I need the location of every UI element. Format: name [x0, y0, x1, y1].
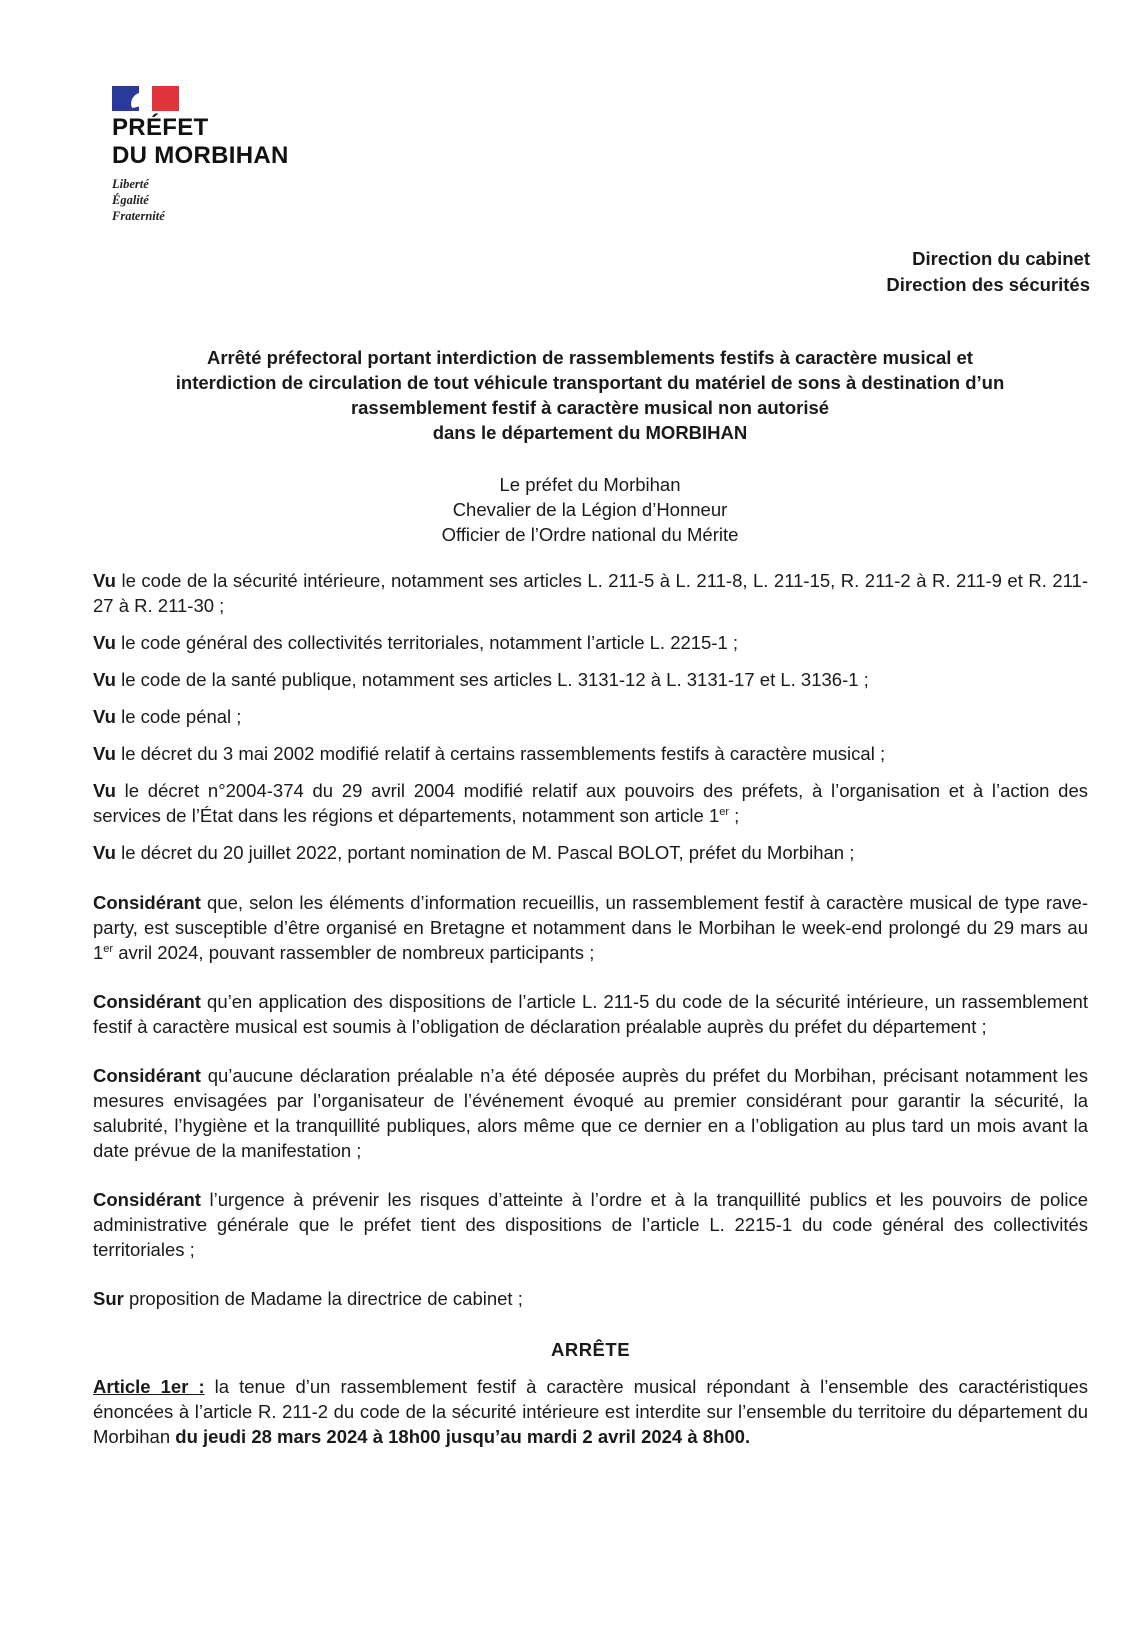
prefet-line1: Le préfet du Morbihan	[499, 474, 681, 495]
visa-text: le décret du 3 mai 2002 modifié relatif à certains rassemblements festifs à caractère musical ;	[115, 743, 886, 764]
arrete-heading: ARRÊTE	[550, 1339, 631, 1360]
title-line2: interdiction de circulation de tout véhicule transportant du matériel de sons à destination d’un	[175, 372, 1005, 393]
considerant-lead: Considérant	[93, 1065, 201, 1086]
visa-lead: Vu	[93, 632, 116, 653]
visa-lead: Vu	[93, 669, 116, 690]
title-line3: rassemblement festif à caractère musical non autorisé	[350, 397, 830, 418]
prefet-block	[80, 472, 1100, 547]
visa-paragraph	[93, 778, 1088, 828]
direction-header	[886, 246, 1090, 298]
visa-lead: Vu	[93, 780, 116, 801]
visa-text-tail: ;	[729, 805, 740, 826]
considerant-superscript: er	[103, 942, 114, 955]
article-1-dates: du jeudi 28 mars 2024 à 18h00 jusqu’au mardi 2 avril 2024 à 8h00.	[175, 1426, 751, 1447]
considerant-text: l’urgence à prévenir les risques d’atteinte à l’ordre et à la tranquillité publics et les pouvoirs de police administrative générale que le préfet tient des dispositions de l’article L. 2215-1 du code général des collectivités territoriales ;	[93, 1189, 1088, 1260]
document-body	[93, 568, 1088, 1449]
considerant-paragraph	[93, 1187, 1088, 1262]
considerant-lead: Considérant	[93, 892, 201, 913]
motto-egalite: Égalité	[112, 193, 149, 207]
visa-paragraph	[93, 840, 1088, 865]
republic-motto	[112, 176, 289, 224]
visa-paragraph	[93, 667, 1088, 692]
visa-text: le code général des collectivités territoriales, notamment l’article L. 2215-1 ;	[115, 632, 739, 653]
article-1-paragraph	[93, 1374, 1088, 1449]
logo-title	[112, 114, 289, 170]
visa-text: le décret n°2004-374 du 29 avril 2004 modifié relatif aux pouvoirs des préfets, à l’organisation et à l’action des services de l’État dans les régions et départements, notamment son article 1	[93, 780, 1088, 826]
considerant-text: que, selon les éléments d’information recueillis, un rassemblement festif à caractère musical de type rave-party, est susceptible d’être organisé en Bretagne et notamment dans le Morbihan le week-end prolongé du 29 mars au 1	[93, 892, 1088, 963]
logo-title-line2: DU MORBIHAN	[112, 142, 289, 169]
considerant-lead: Considérant	[93, 991, 201, 1012]
visa-paragraph	[93, 741, 1088, 766]
logo-title-line1: PRÉFET	[112, 114, 209, 141]
motto-fraternite: Fraternité	[112, 209, 165, 223]
title-line4: dans le département du MORBIHAN	[432, 422, 748, 443]
motto-liberte: Liberté	[112, 177, 149, 191]
visa-superscript: er	[719, 805, 730, 818]
visa-text: le code pénal ;	[115, 706, 242, 727]
visa-lead: Vu	[93, 570, 116, 591]
visa-text: le code de la sécurité intérieure, notamment ses articles L. 211-5 à L. 211-8, L. 211-15, R. 211-2 à R. 211-9 et R. 211-27 à R. 211-30 ;	[93, 570, 1088, 616]
title-line1: Arrêté préfectoral portant interdiction de rassemblements festifs à caractère musical et	[207, 347, 973, 368]
visa-paragraph	[93, 704, 1088, 729]
proposition-lead: Sur	[93, 1288, 124, 1309]
visa-lead: Vu	[93, 706, 116, 727]
considerant-paragraph	[93, 1063, 1088, 1163]
considerant-paragraph	[93, 989, 1088, 1039]
prefet-line3: Officier de l’Ordre national du Mérite	[441, 524, 739, 545]
visa-paragraph	[93, 568, 1088, 618]
considerant-text: qu’aucune déclaration préalable n’a été déposée auprès du préfet du Morbihan, précisant notamment les mesures envisagées par l’organisateur de l’événement évoqué au premier considérant pour garantir la sécurité, la salubrité, l’hygiène et la tranquillité publiques, alors même que ce dernier en a l’obligation au plus tard un mois avant la date prévue de la manifestation ;	[93, 1065, 1088, 1161]
article-1-text: la tenue d’un rassemblement festif à caractère musical répondant à l’ensemble des caractéristiques énoncées à l’article R. 211-2 du code de la sécurité intérieure est interdite sur l’ensemble du territoire du département du Morbihan	[93, 1376, 1088, 1447]
considerant-text-tail: avril 2024, pouvant rassembler de nombreux participants ;	[113, 942, 595, 963]
marianne-flag-icon	[112, 86, 179, 111]
considerant-text: qu’en application des dispositions de l’article L. 211-5 du code de la sécurité intérieure, un rassemblement festif à caractère musical est soumis à l’obligation de déclaration préalable auprès du préfet du département ;	[93, 991, 1088, 1037]
document-title	[80, 345, 1100, 445]
proposition-paragraph	[93, 1286, 1088, 1311]
considerant-lead: Considérant	[93, 1189, 201, 1210]
considerant-paragraph	[93, 890, 1088, 965]
proposition-text: proposition de Madame la directrice de cabinet ;	[123, 1288, 523, 1309]
article-1-label: Article 1er :	[93, 1376, 205, 1397]
visa-lead: Vu	[93, 842, 116, 863]
visa-text: le code de la santé publique, notamment ses articles L. 3131-12 à L. 3131-17 et L. 3136-1 ;	[115, 669, 869, 690]
visa-paragraph	[93, 630, 1088, 655]
visa-text: le décret du 20 juillet 2022, portant nomination de M. Pascal BOLOT, préfet du Morbihan ;	[115, 842, 855, 863]
prefet-line2: Chevalier de la Légion d’Honneur	[452, 499, 728, 520]
direction-line2: Direction des sécurités	[886, 274, 1090, 295]
direction-line1: Direction du cabinet	[912, 248, 1090, 269]
prefecture-logo	[112, 86, 289, 224]
visa-lead: Vu	[93, 743, 116, 764]
